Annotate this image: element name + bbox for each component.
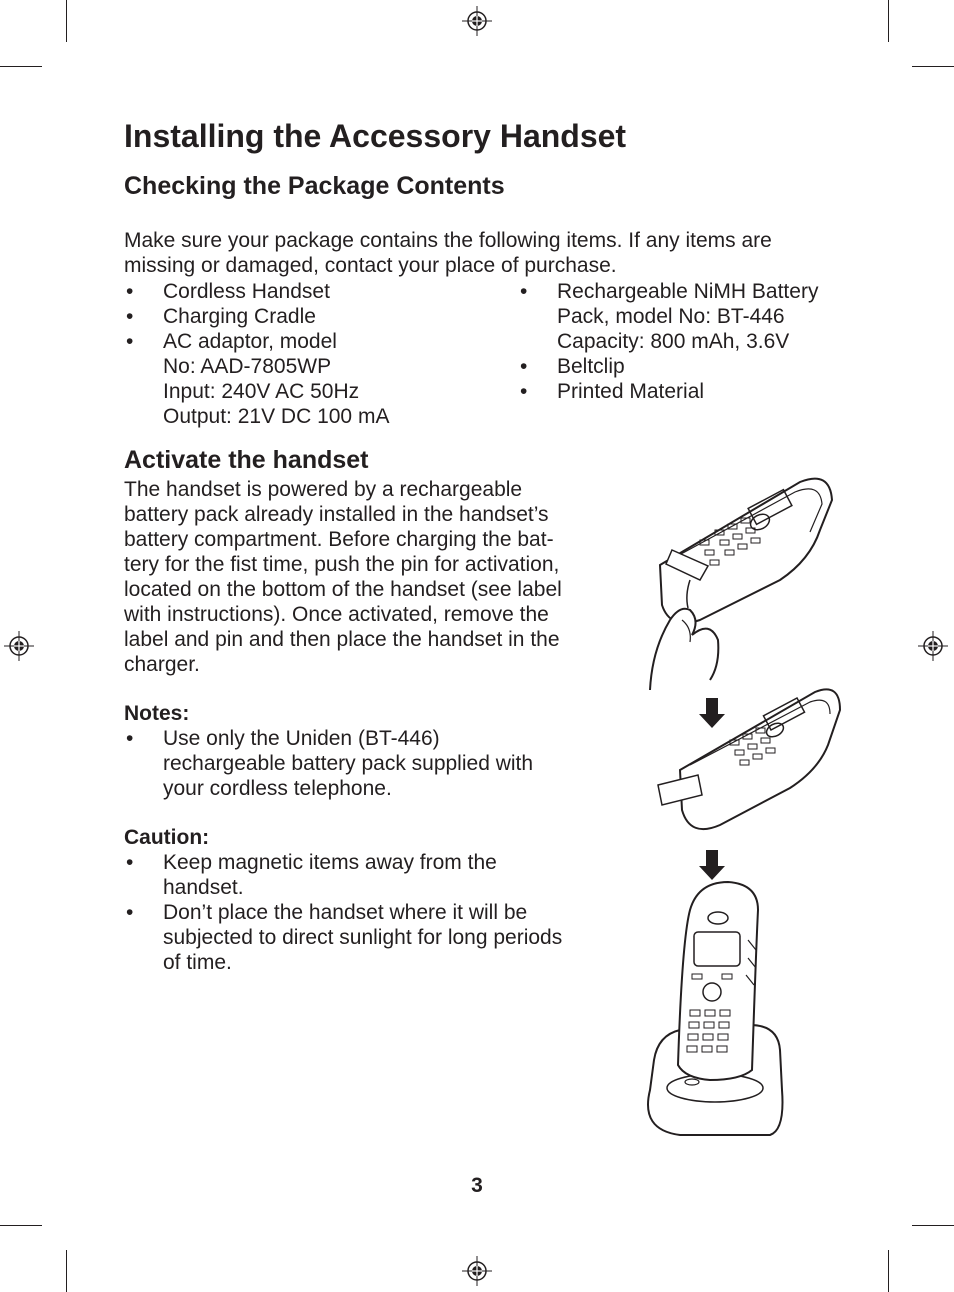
page-number: 3	[471, 1174, 483, 1197]
caution-label: Caution:	[124, 826, 210, 849]
notes-label: Notes:	[124, 702, 190, 725]
down-arrow-icon	[699, 698, 725, 728]
crop-mark	[888, 0, 889, 42]
down-arrow-icon	[699, 850, 725, 880]
crop-mark	[912, 1225, 954, 1226]
list-item: • AC adaptor, model No: AAD-7805WP Input: 240V AC 50Hz Output: 21V DC 100 mA	[124, 329, 494, 429]
list-item: • Printed Material	[518, 379, 848, 404]
list-item: • Use only the Uniden (BT-446) rechargeable battery pack supplied with your cordless telephone.	[124, 726, 594, 801]
caution-list	[124, 850, 594, 975]
list-item: • Keep magnetic items away from the handset.	[124, 850, 594, 900]
crop-mark	[0, 1225, 42, 1226]
crop-mark	[66, 1250, 67, 1292]
crop-mark	[0, 66, 42, 67]
crop-mark	[66, 0, 67, 42]
registration-mark-icon	[462, 6, 492, 36]
handset-with-label-icon	[658, 689, 840, 829]
notes-list	[124, 726, 594, 801]
page-title: Installing the Accessory Handset	[124, 118, 627, 154]
crop-mark	[912, 66, 954, 67]
contents-list-right	[518, 279, 848, 404]
section-heading-activate: Activate the handset	[124, 446, 369, 474]
handset-in-cradle-icon	[648, 882, 783, 1135]
contents-list-left	[124, 279, 494, 429]
handset-with-pin-icon	[650, 479, 832, 690]
crop-mark	[888, 1250, 889, 1292]
section-heading-contents: Checking the Package Contents	[124, 172, 505, 200]
list-item: • Don’t place the handset where it will be subjected to direct sunlight for long periods of time.	[124, 900, 594, 975]
registration-mark-icon	[918, 631, 948, 661]
list-item: • Cordless Handset	[124, 279, 494, 304]
list-item: • Charging Cradle	[124, 304, 494, 329]
list-item: • Beltclip	[518, 354, 848, 379]
list-item: • Rechargeable NiMH Battery Pack, model No: BT-446 Capacity: 800 mAh, 3.6V	[518, 279, 848, 354]
contents-intro: Make sure your package contains the following items. If any items are missing or damaged, contact your place of purchase.	[124, 229, 772, 277]
handset-illustration	[630, 470, 850, 1140]
registration-mark-icon	[4, 631, 34, 661]
registration-mark-icon	[462, 1256, 492, 1286]
activate-body: The handset is powered by a rechargeable battery pack already installed in the handset’s battery compartment. Before charging the bat- tery for the fist time, push the pin for activation, located on the bottom of the handset (see label with instructions). Once activated, remove the label and pin and then place the handset in the charger.	[124, 478, 562, 676]
